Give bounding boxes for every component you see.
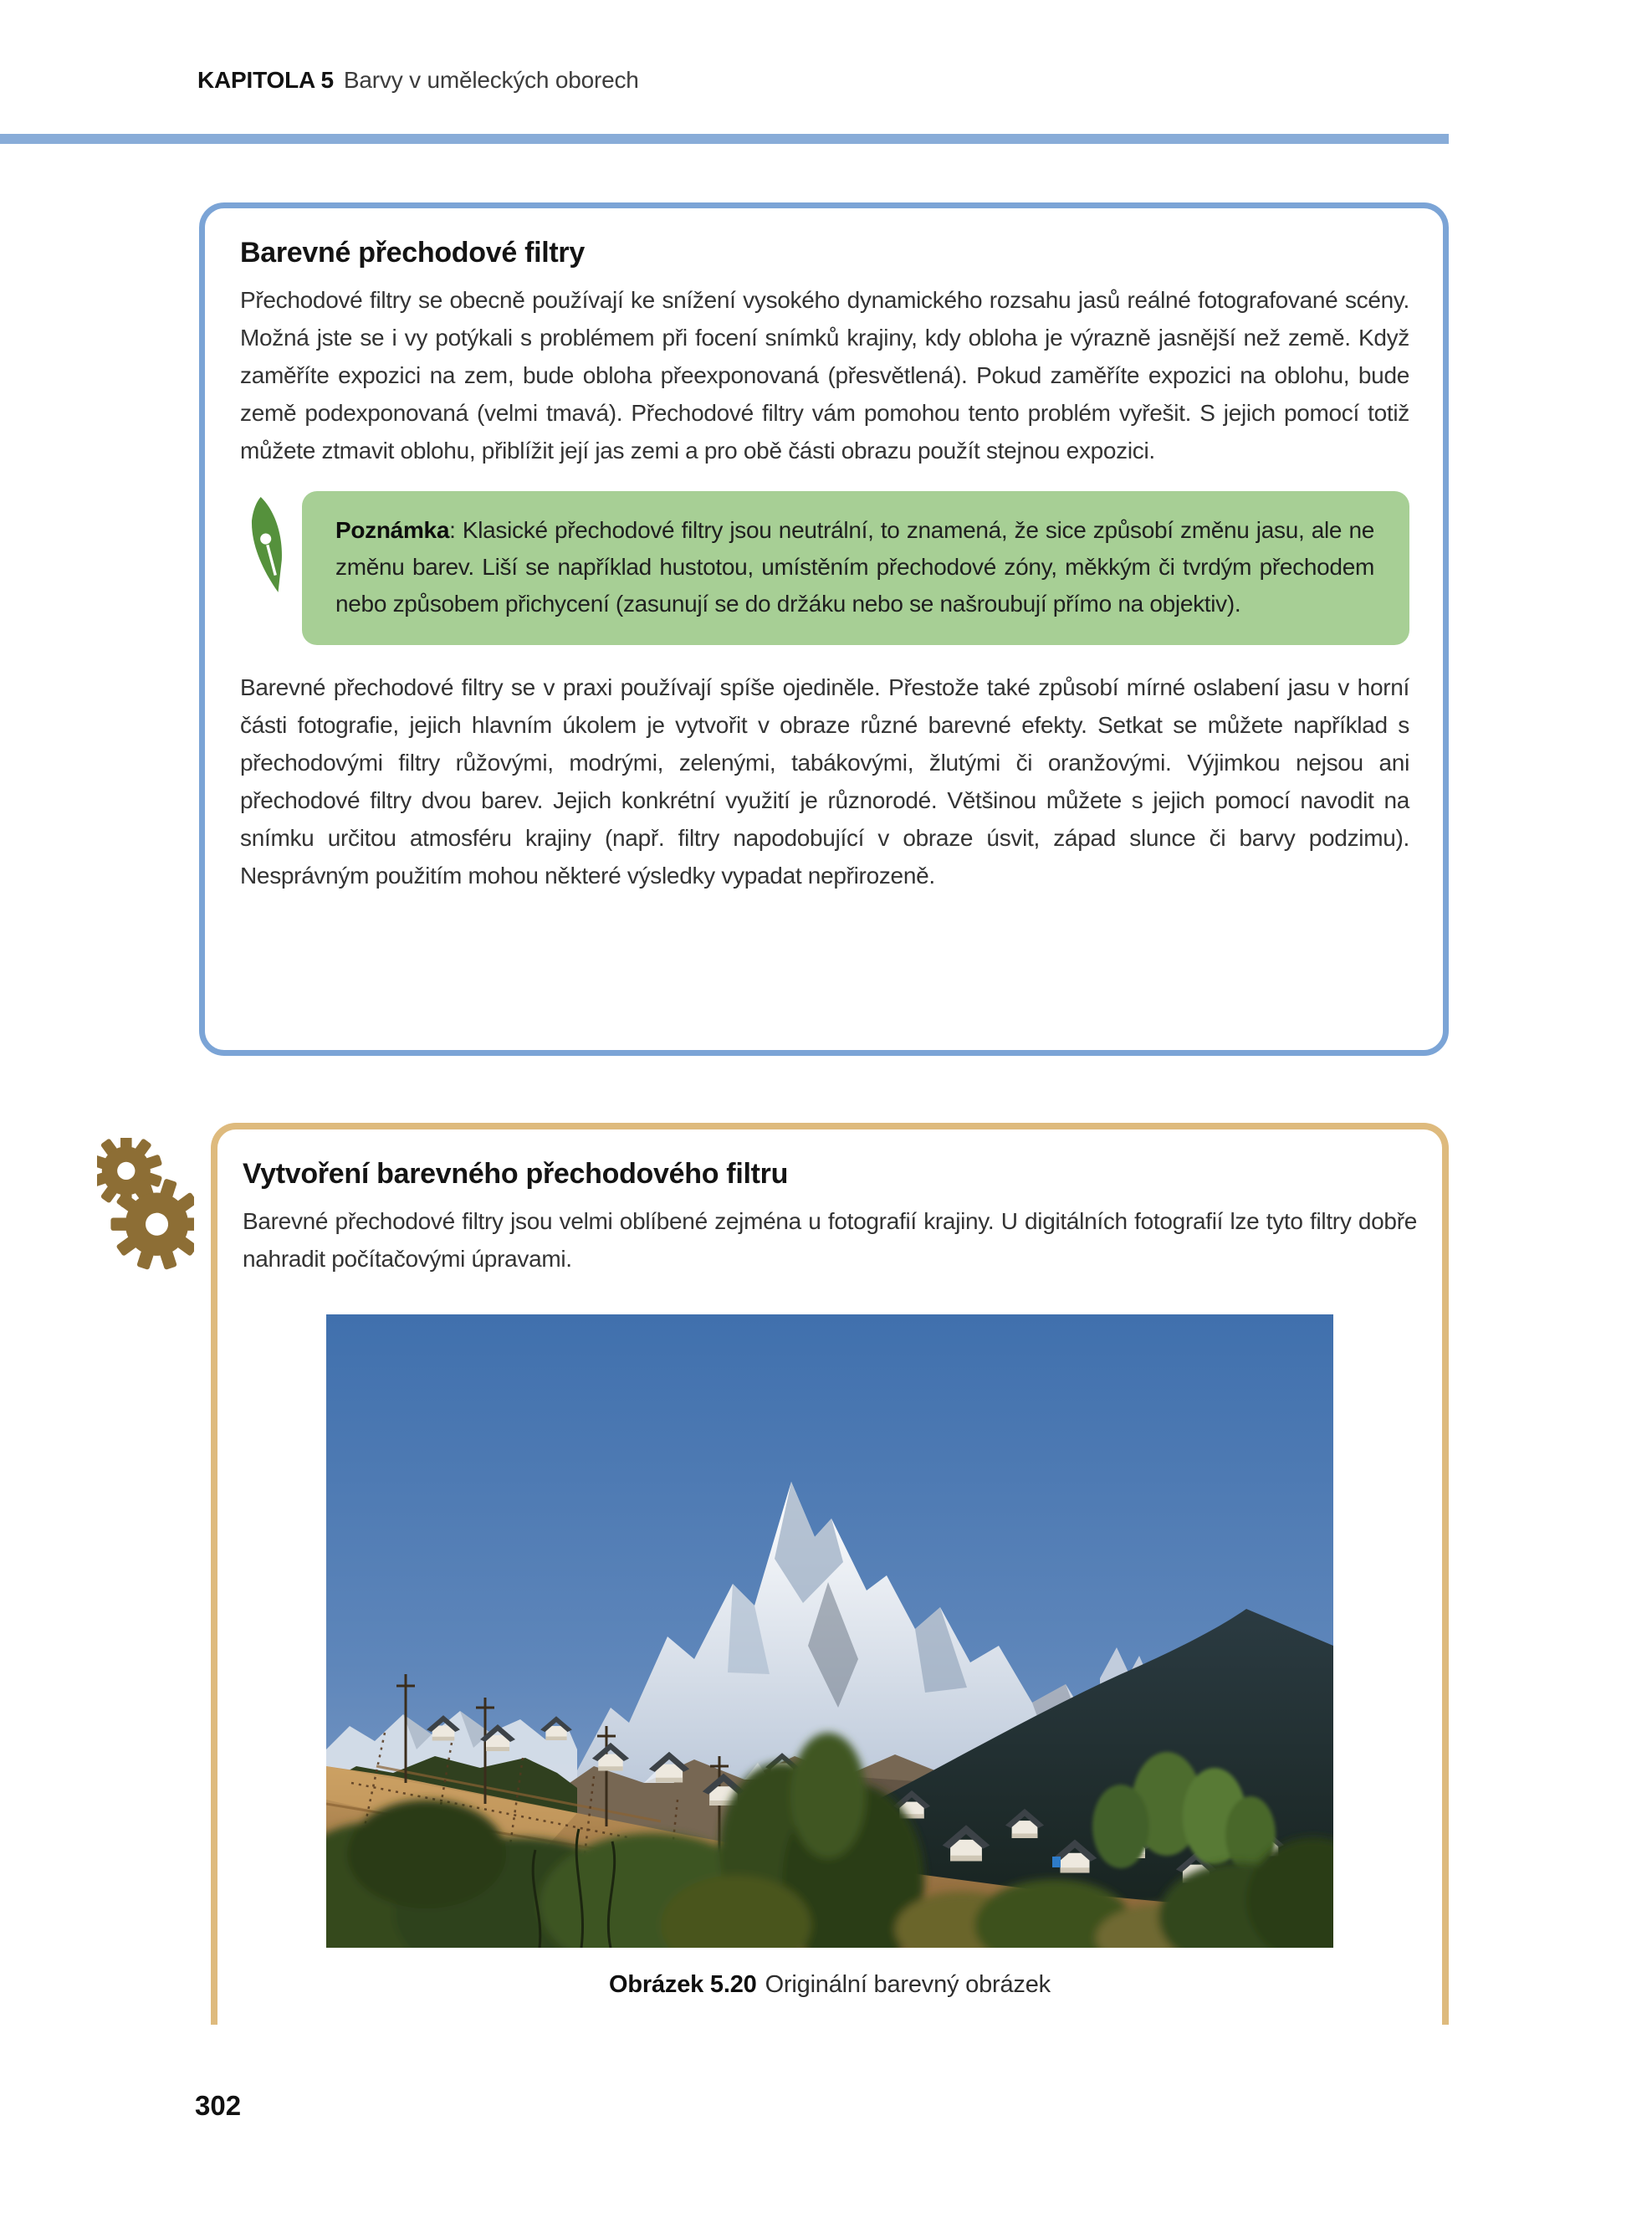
info-box-paragraph-1: Přechodové filtry se obecně používají ke snížení vysokého dynamického rozsahu jasů reálné fotografované scény. Možná jste se i vy potýkali s problémem při focení snímků krajiny, kdy obloha je výrazně jasnější než země. Když zaměříte expozici na zem, bude obloha přeexponovaná (přesvětlená). Pokud zaměříte expozici na oblohu, bude země podexponovaná (velmi tmavá). Přechodové filtry vám pomohou tento problém vyřešit. S jejich pomocí totiž můžete ztmavit oblohu, přiblížit její jas zemi a pro obě části obrazu použít stejnou expozici.: [240, 287, 1409, 464]
landscape-photo: [326, 1314, 1333, 1948]
info-box-paragraph-2: Barevné přechodové filtry se v praxi používají spíše ojediněle. Přestože také způsobí mírné oslabení jasu v horní části fotografie, jejich hlavním úkolem je vytvořit v obraze různé barevné efekty. Setkat se můžete například s přechodovými filtry růžovými, modrými, zelenými, tabákovými, žlutými či oranžovými. Výjimkou nejsou ani přechodové filtry dvou barev. Jejich konkrétní využití je různorodé. Většinou můžete s jejich pomocí navodit na snímku určitou atmosféru krajiny (např. filtry napodobující v obraze úsvit, západ slunce či barvy podzimu). Nesprávným použitím mohou některé výsledky vypadat nepřirozeně.: [240, 674, 1409, 889]
chapter-label: KAPITOLA 5: [197, 67, 334, 93]
tutorial-box: [211, 1123, 1449, 2025]
header-rule: [0, 134, 1449, 144]
note-row: [302, 491, 1409, 645]
note-label: Poznámka: [335, 517, 450, 543]
note-box: [302, 491, 1409, 645]
figure-caption-label: Obrázek 5.20: [609, 1971, 757, 1998]
pen-nib-icon: [245, 493, 292, 600]
info-box-title: Barevné přechodové filtry: [240, 237, 585, 269]
info-box: [199, 202, 1449, 1056]
gears-icon: [97, 1138, 194, 1272]
tutorial-box-paragraph: Barevné přechodové filtry jsou velmi oblíbené zejména u fotografií krajiny. U digitálních fotografií lze tyto filtry dobře nahradit počítačovými úpravami.: [243, 1208, 1417, 1272]
tutorial-box-title: Vytvoření barevného přechodového filtru: [243, 1158, 789, 1190]
figure-caption: [243, 1971, 1417, 1999]
note-body: Klasické přechodové filtry jsou neutrální, to znamená, že sice způsobí změnu jasu, ale ne změnu barev. Liší se například hustotou, umístěním přechodové zóny, měkkým či tvrdým přechodem nebo způsobem přichycení (zasunují se do držáku nebo se našroubují přímo na objektiv).: [335, 517, 1374, 617]
running-header: [197, 67, 639, 94]
page-number: 302: [195, 2090, 242, 2121]
note-separator: :: [449, 517, 463, 543]
chapter-title: Barvy v uměleckých oborech: [343, 67, 639, 93]
note-text: [335, 512, 1374, 622]
figure-caption-text: Originální barevný obrázek: [765, 1971, 1051, 1998]
figure-5-20: [243, 1314, 1417, 1999]
